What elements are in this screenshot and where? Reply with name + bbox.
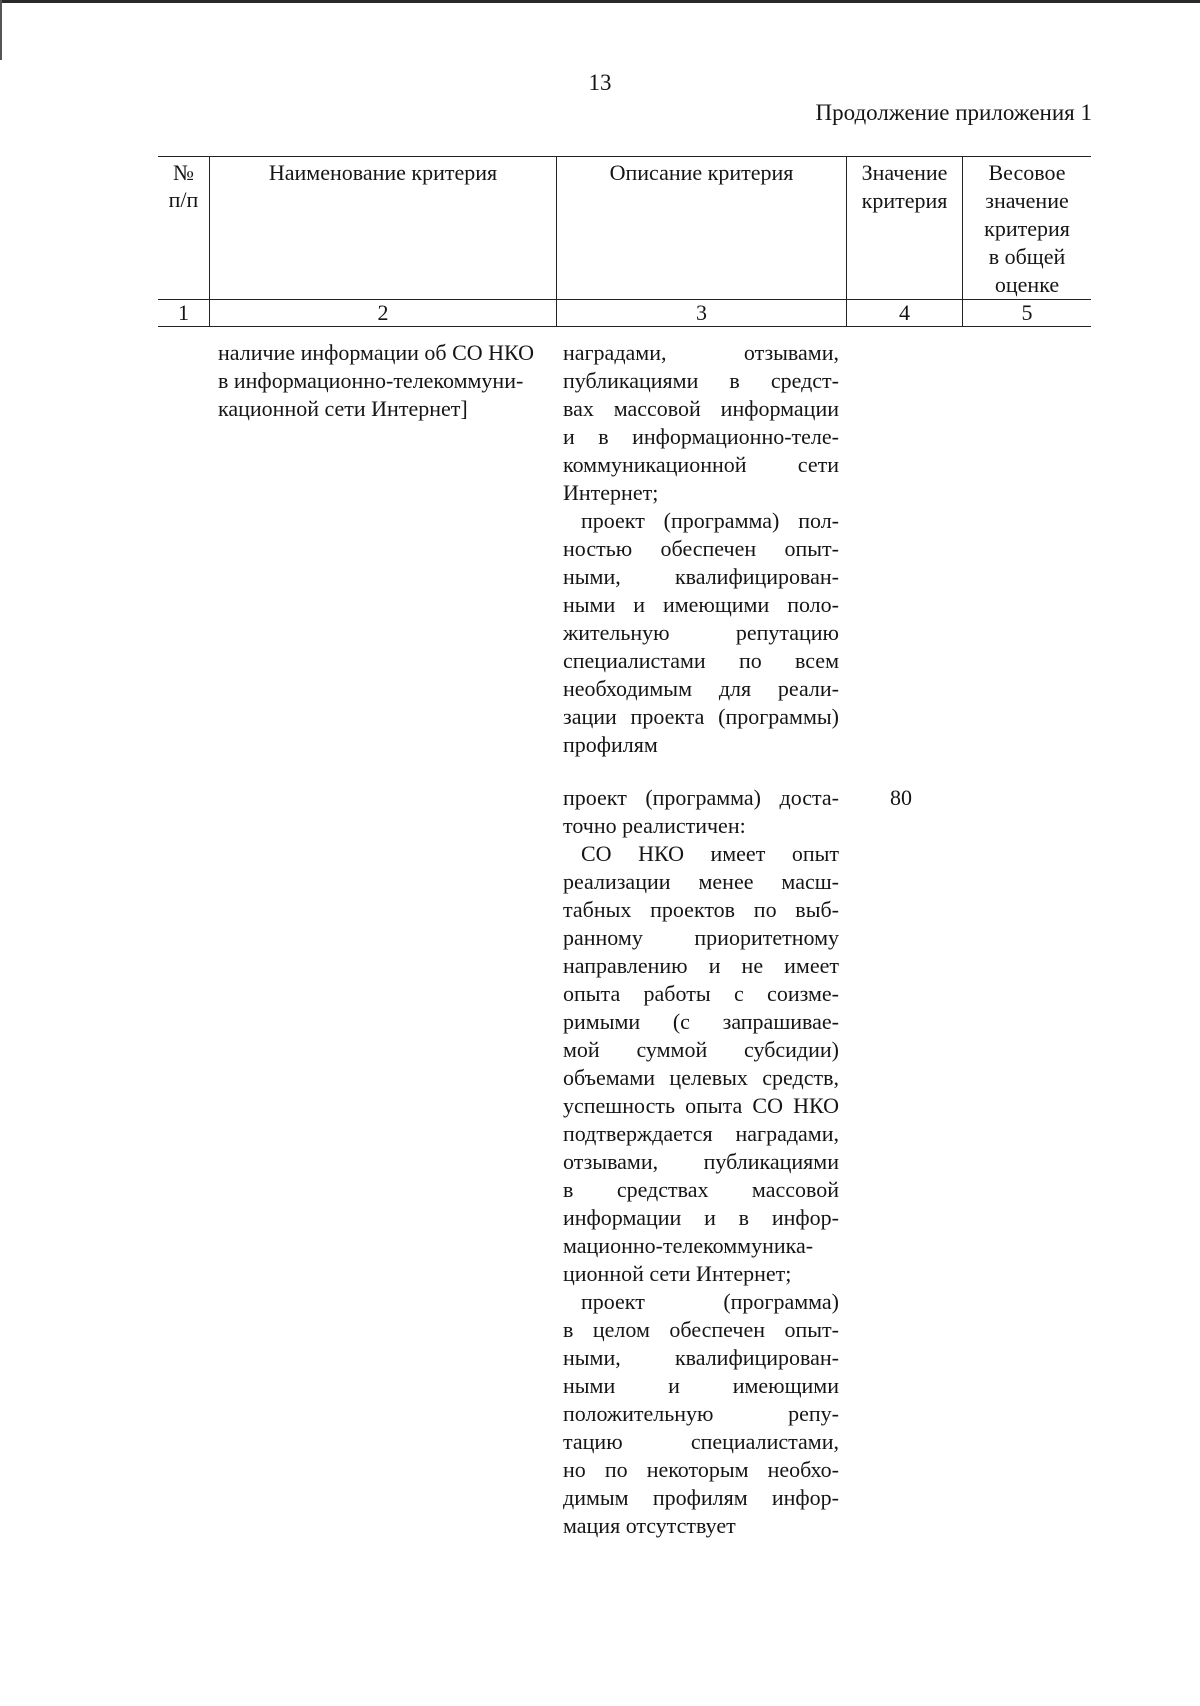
column-number: 1 bbox=[158, 300, 210, 327]
text-line: направлению и не имеет bbox=[563, 953, 839, 978]
column-number: 4 bbox=[847, 300, 963, 327]
text-line: наградами, отзывами, bbox=[563, 340, 839, 365]
text-line: проект (программа) пол- bbox=[581, 508, 839, 533]
text-line: отзывами, публикациями bbox=[563, 1149, 839, 1174]
table-header-row bbox=[158, 157, 1091, 300]
description-realistic-project bbox=[563, 784, 839, 1540]
text-line: и в информационно-теле- bbox=[563, 424, 839, 449]
text-line: табных проектов по выб- bbox=[563, 897, 839, 922]
scan-border-left bbox=[0, 0, 2, 60]
column-numbers-row bbox=[158, 300, 1091, 327]
text-line: жительную репутацию bbox=[563, 620, 839, 645]
continuation-label: Продолжение приложения 1 bbox=[815, 100, 1092, 125]
text-line: ными, квалифицирован- bbox=[563, 1345, 839, 1370]
text-line: проект (программа) доста- bbox=[563, 785, 839, 810]
text-line: точно реалистичен: bbox=[563, 813, 746, 838]
text-line: необходимым для реали- bbox=[563, 676, 839, 701]
text-line: ранному приоритетному bbox=[563, 925, 839, 950]
text-line: опыта работы с соизме- bbox=[563, 981, 839, 1006]
text-line: димым профилям инфор- bbox=[563, 1485, 839, 1510]
text-line: Интернет; bbox=[563, 480, 659, 505]
text-line: ными и имеющими поло- bbox=[563, 592, 839, 617]
text-line: римыми (с запрашивае- bbox=[563, 1009, 839, 1034]
text-line: тацию специалистами, bbox=[563, 1429, 839, 1454]
text-line: вах массовой информации bbox=[563, 396, 839, 421]
text-line: мация отсутствует bbox=[563, 1513, 736, 1538]
header-weight-line: значение bbox=[985, 188, 1069, 213]
header-weight-line: Весовое bbox=[988, 160, 1066, 185]
header-value-line: критерия bbox=[861, 188, 948, 213]
column-number: 5 bbox=[963, 300, 1092, 327]
text-line: в средствах массовой bbox=[563, 1177, 839, 1202]
text-line: успешность опыта СО НКО bbox=[563, 1093, 839, 1118]
description-continuation bbox=[563, 339, 839, 759]
text-line: мационно-телекоммуника- bbox=[563, 1233, 814, 1258]
header-number-line: № bbox=[173, 160, 194, 185]
text-line: СО НКО имеет опыт bbox=[581, 841, 839, 866]
header-number bbox=[158, 157, 210, 300]
text-line: объемами целевых средств, bbox=[563, 1065, 839, 1090]
header-criterion-name: Наименование критерия bbox=[210, 157, 557, 300]
page-number: 13 bbox=[588, 70, 612, 95]
text-line: мой суммой субсидии) bbox=[563, 1037, 839, 1062]
text-line: в целом обеспечен опыт- bbox=[563, 1317, 839, 1342]
header-weight-line: критерия bbox=[984, 216, 1070, 241]
text-line: профилям bbox=[563, 732, 658, 757]
text-line: публикациями в средст- bbox=[563, 368, 839, 393]
text-line: проект (программа) bbox=[581, 1289, 839, 1314]
text-line: зации проекта (программы) bbox=[563, 704, 839, 729]
text-line: информации и в инфор- bbox=[563, 1205, 839, 1230]
criteria-table bbox=[158, 156, 1091, 327]
criterion-value: 80 bbox=[890, 785, 912, 810]
column-number: 2 bbox=[210, 300, 557, 327]
criterion-name-continuation bbox=[218, 339, 550, 423]
header-weight-line: в общей bbox=[988, 244, 1066, 269]
header-value-line: Значение bbox=[861, 160, 948, 185]
header-criterion-value bbox=[847, 157, 963, 300]
scan-border-top bbox=[0, 0, 1200, 3]
text-line: реализации менее масш- bbox=[563, 869, 839, 894]
text-line: кационной сети Интернет] bbox=[218, 396, 468, 421]
header-criterion-description: Описание критерия bbox=[557, 157, 847, 300]
text-line: положительную репу- bbox=[563, 1401, 839, 1426]
header-weight-line: оценке bbox=[994, 272, 1060, 297]
text-line: наличие информации об СО НКО bbox=[218, 340, 535, 365]
text-line: ными, квалифицирован- bbox=[563, 564, 839, 589]
text-line: но по некоторым необхо- bbox=[563, 1457, 839, 1482]
text-line: ностью обеспечен опыт- bbox=[563, 536, 839, 561]
header-weight bbox=[963, 157, 1092, 300]
text-line: подтверждается наградами, bbox=[563, 1121, 839, 1146]
text-line: в информационно-телекоммуни- bbox=[218, 368, 524, 393]
text-line: ционной сети Интернет; bbox=[563, 1261, 792, 1286]
header-number-line: п/п bbox=[168, 187, 199, 212]
text-line: коммуникационной сети bbox=[563, 452, 839, 477]
text-line: специалистами по всем bbox=[563, 648, 839, 673]
text-line: ными и имеющими bbox=[563, 1373, 839, 1398]
column-number: 3 bbox=[557, 300, 847, 327]
